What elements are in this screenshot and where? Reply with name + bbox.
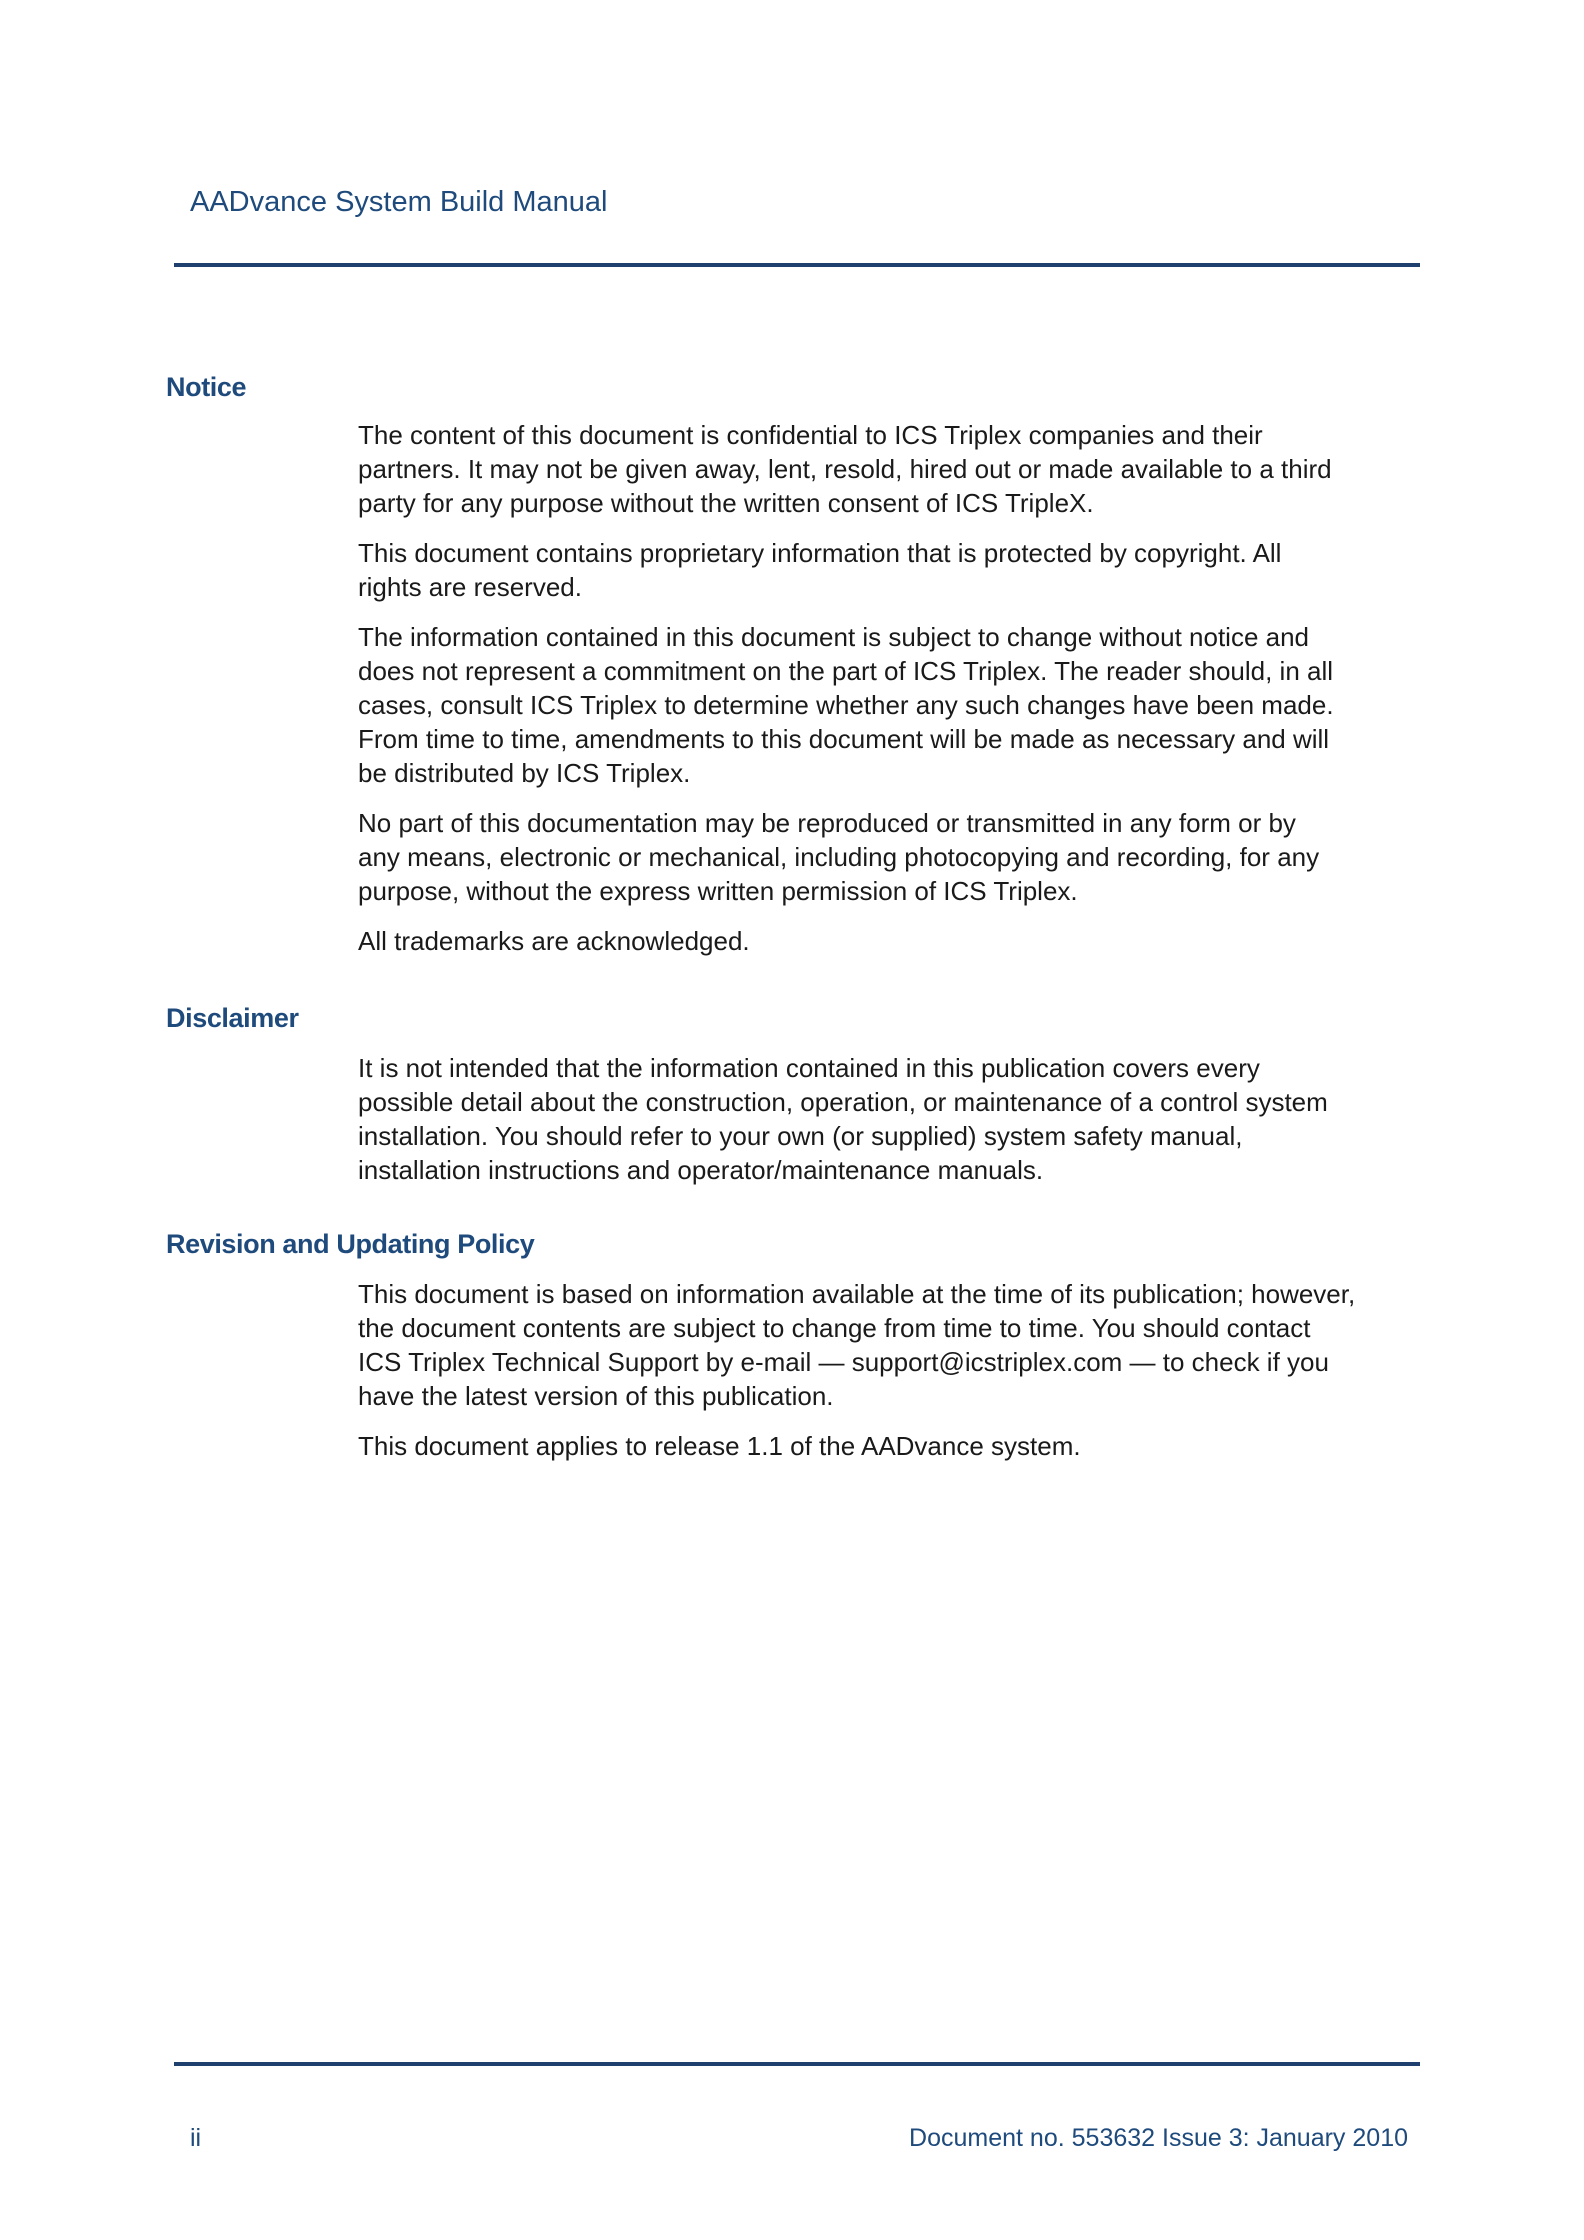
revision-paragraph: This document applies to release 1.1 of the AADvance system. — [358, 1431, 1081, 1461]
notice-body — [358, 418, 1418, 974]
disclaimer-paragraph: It is not intended that the information contained in this publication covers every possible detail about the construction, operation, or maintenance of a control system installation. You should refer to your own (or supplied) system safety manual, installation instructions and operator/maintenance manuals. — [358, 1053, 1328, 1185]
notice-heading: Notice — [166, 372, 247, 402]
document-info: Document no. 553632 Issue 3: January 2010 — [909, 2124, 1408, 2152]
page-number: ii — [190, 2124, 202, 2152]
revision-body — [358, 1277, 1418, 1479]
notice-paragraph: This document contains proprietary information that is protected by copyright. All rights are reserved. — [358, 538, 1282, 602]
notice-paragraph: The information contained in this document is subject to change without notice and does not represent a commitment on the part of ICS Triplex. The reader should, in all cases, consult ICS Triplex to determine whether any such changes have been made. From time to time, amendments to this document will be made as necessary and will be distributed by ICS Triplex. — [358, 622, 1334, 788]
notice-paragraph: The content of this document is confidential to ICS Triplex companies and their partners. It may not be given away, lent, resold, hired out or made available to a third party for any purpose without the written consent of ICS TripleX. — [358, 420, 1332, 518]
footer-divider — [174, 2062, 1420, 2066]
document-title: AADvance System Build Manual — [190, 186, 608, 218]
revision-paragraph: This document is based on information available at the time of its publication; however, the document contents are subject to change from time to time. You should contact ICS Triplex Technical Support by e-mail — support@icstriplex.com — to check if you have the latest version of this publication. — [358, 1279, 1356, 1411]
notice-paragraph: All trademarks are acknowledged. — [358, 926, 750, 956]
disclaimer-body — [358, 1051, 1418, 1203]
disclaimer-heading: Disclaimer — [166, 1003, 299, 1033]
revision-heading: Revision and Updating Policy — [166, 1229, 535, 1259]
notice-paragraph: No part of this documentation may be reproduced or transmitted in any form or by any means, electronic or mechanical, including photocopying and recording, for any purpose, without the express written permission of ICS Triplex. — [358, 808, 1320, 906]
header-divider — [174, 263, 1420, 267]
